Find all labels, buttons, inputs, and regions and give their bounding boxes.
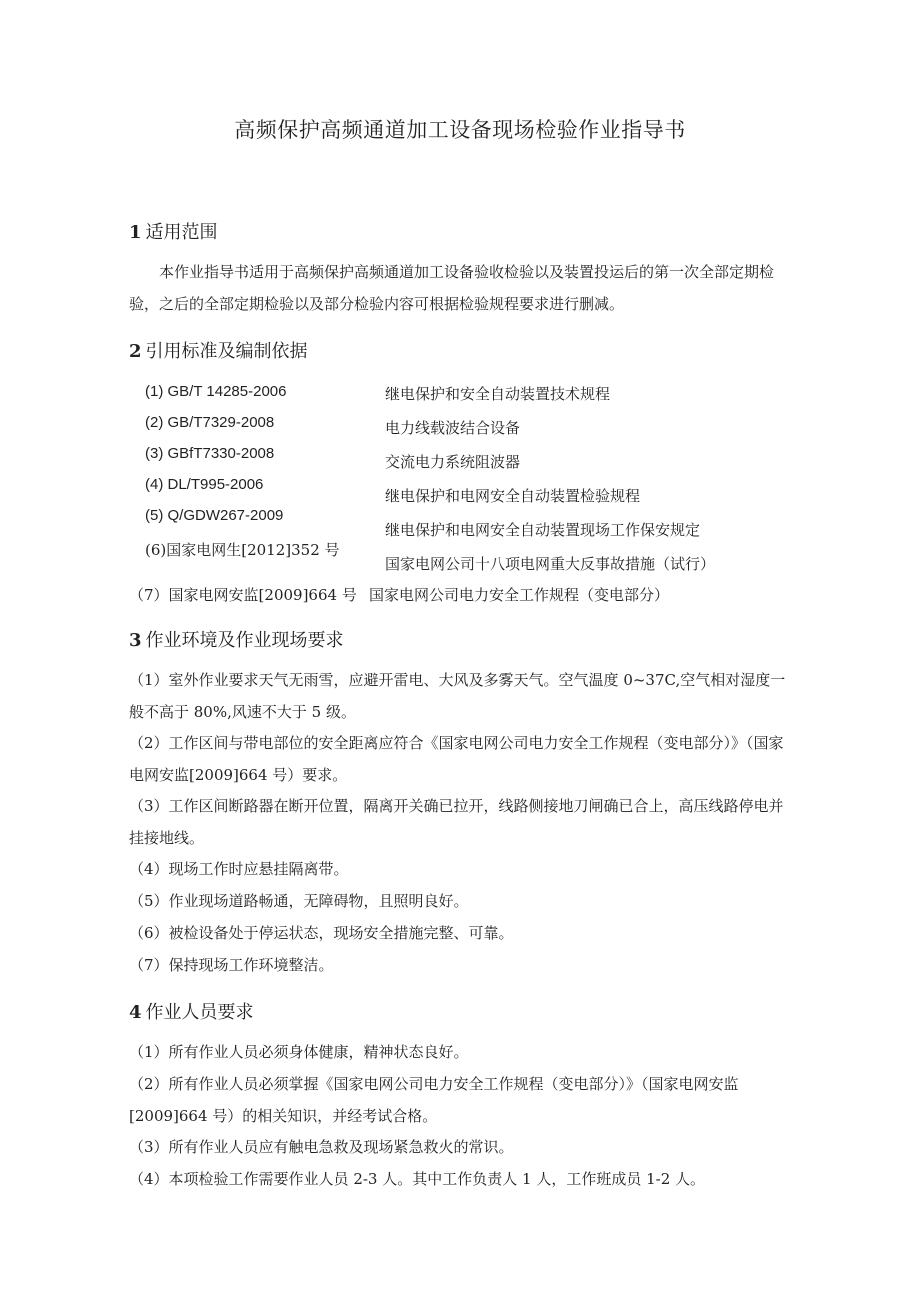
section-1-body: 本作业指导书适用于高频保护高频通道加工设备验收检验以及装置投运后的第一次全部定期检验，之后的全部定期检验以及部分检验内容可根据检验规程要求进行删减。: [129, 263, 775, 313]
ref-code: (5) Q/GDW267-2009: [145, 507, 284, 524]
ref-code: （7）国家电网安监[2009]664 号: [129, 586, 357, 604]
ref-name: 交流电力系统阻波器: [385, 453, 521, 471]
ref-name: 继电保护和安全自动装置技术规程: [385, 385, 611, 403]
section-title: 作业环境及作业现场要求: [145, 630, 344, 651]
section-1-heading: [129, 218, 218, 244]
section-number: 1: [129, 222, 142, 243]
section-3-heading: [129, 626, 344, 652]
list-item: （3）所有作业人员应有触电急救及现场紧急救火的常识。: [129, 1138, 514, 1156]
ref-name: 电力线载波结合设备: [385, 419, 521, 437]
ref-name: 继电保护和电网安全自动装置现场工作保安规定: [385, 521, 701, 539]
list-item: （6）被检设备处于停运状态，现场安全措施完整、可靠。: [129, 924, 514, 942]
section-title: 作业人员要求: [145, 1002, 254, 1023]
list-item: （7）保持现场工作环境整洁。: [129, 956, 334, 974]
list-item: （4）本项检验工作需要作业人员 2-3 人。其中工作负责人 1 人，工作班成员 1-2 人。: [129, 1170, 706, 1188]
ref-name: 国家电网公司电力安全工作规程（变电部分）: [369, 586, 670, 604]
document-title: 高频保护高频通道加工设备现场检验作业指导书: [234, 118, 686, 142]
ref-code: (6)国家电网生[2012]352 号: [145, 541, 340, 559]
ref-code: (4) DL/T995-2006: [145, 476, 264, 493]
list-item: （1）所有作业人员必须身体健康，精神状态良好。: [129, 1043, 469, 1061]
section-4-heading: [129, 998, 254, 1024]
ref-code: (3) GBfT7330-2008: [145, 445, 275, 462]
section-title: 引用标准及编制依据: [145, 341, 308, 362]
section-number: 4: [129, 1002, 142, 1023]
list-item: （4）现场工作时应悬挂隔离带。: [129, 860, 349, 878]
list-item: （5）作业现场道路畅通，无障碍物，且照明良好。: [129, 892, 469, 910]
list-item: （2）工作区间与带电部位的安全距离应符合《国家电网公司电力安全工作规程（变电部分）》（国家电网安监[2009]664 号）要求。: [129, 734, 784, 784]
section-number: 2: [129, 341, 142, 362]
list-item: （2）所有作业人员必须掌握《国家电网公司电力安全工作规程（变电部分）》（国家电网安监[2009]664 号）的相关知识，并经考试合格。: [129, 1075, 739, 1125]
ref-name: 国家电网公司十八项电网重大反事故措施（试行）: [385, 555, 716, 573]
section-2-heading: [129, 337, 308, 363]
list-item: （1）室外作业要求天气无雨雪，应避开雷电、大风及多雾天气。空气温度 0~37C,空气相对湿度一般不高于 80%,风速不大于 5 级。: [129, 671, 786, 721]
ref-code: (1) GB/T 14285-2006: [145, 383, 287, 400]
section-title: 适用范围: [145, 222, 218, 243]
list-item: （3）工作区间断路器在断开位置，隔离开关确已拉开，线路侧接地刀闸确已合上，高压线路停电并挂接地线。: [129, 797, 784, 847]
ref-name: 继电保护和电网安全自动装置检验规程: [385, 487, 641, 505]
ref-code: (2) GB/T7329-2008: [145, 414, 275, 431]
section-number: 3: [129, 630, 142, 651]
